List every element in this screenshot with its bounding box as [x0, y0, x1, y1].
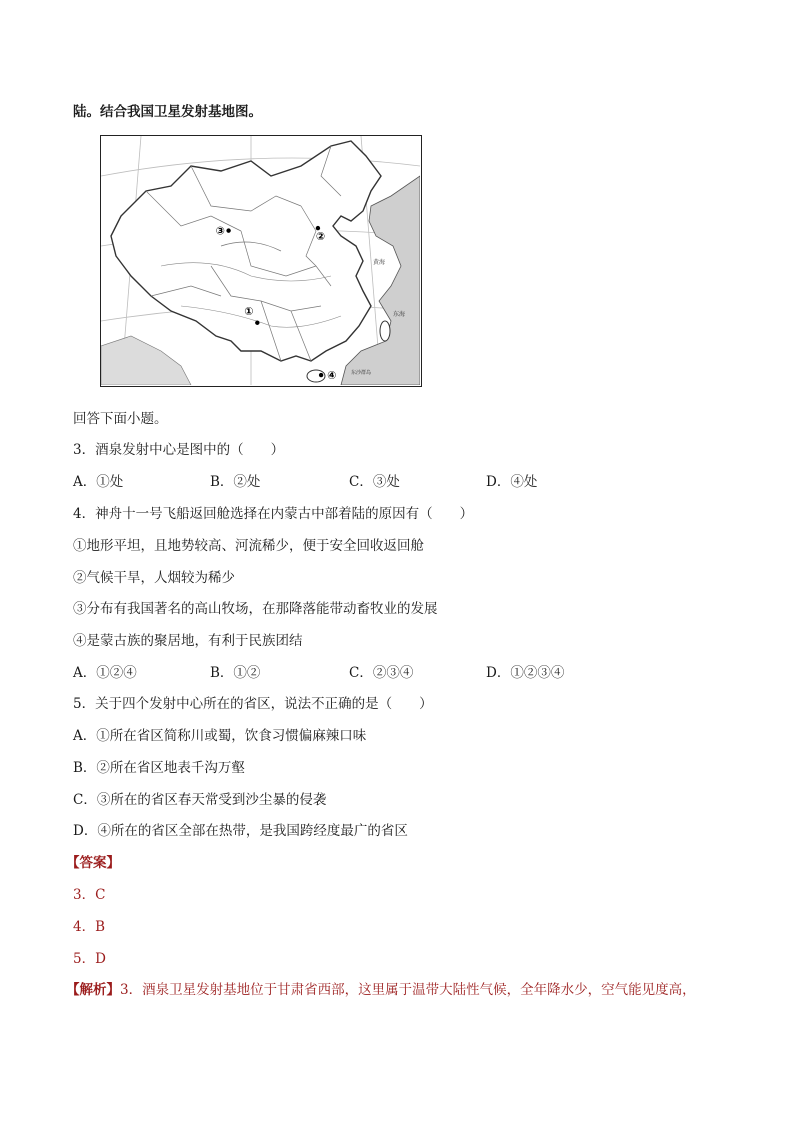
question-4-statement-2: ②气候干旱，人烟较为稀少	[73, 570, 235, 586]
question-4-stem: 4．神舟十一号飞船返回舱选择在内蒙古中部着陆的原因有（ ）	[73, 506, 474, 522]
question-5-choice-c[interactable]: C．③所在的省区春天常受到沙尘暴的侵袭	[73, 792, 327, 808]
option-d[interactable]: D．①②③④	[486, 665, 565, 681]
map-east-sea-label: 东海	[393, 311, 406, 318]
prompt-line: 回答下面小题。	[73, 411, 168, 427]
question-4-statement-3: ③分布有我国著名的高山牧场，在那降落能带动畜牧业的发展	[73, 601, 438, 617]
intro-line: 陆。结合我国卫星发射基地图。	[73, 104, 262, 120]
option-c[interactable]: C．③处	[349, 474, 400, 490]
launch-site-dot-4	[319, 373, 323, 377]
question-5-choice-b[interactable]: B．②所在省区地表千沟万壑	[73, 760, 245, 776]
question-3-options	[73, 473, 723, 491]
launch-site-label-3: ③	[215, 224, 225, 238]
question-4-statement-1: ①地形平坦，且地势较高、河流稀少，便于安全回收返回舱	[73, 538, 424, 554]
option-c[interactable]: C．②③④	[349, 665, 414, 681]
analysis-text: 3．酒泉卫星发射基地位于甘肃省西部，这里属于温带大陆性气候，全年降水少，空气能见度高，	[120, 982, 696, 998]
launch-site-dot-3	[226, 228, 230, 232]
option-b[interactable]: B．②处	[210, 474, 261, 490]
answer-heading: 【答案】	[66, 855, 120, 871]
question-3-stem: 3．酒泉发射中心是图中的（ ）	[73, 442, 285, 458]
question-5-choice-a[interactable]: A．①所在省区简称川或蜀，饮食习惯偏麻辣口味	[73, 728, 367, 744]
map-sea-label: 黄海	[373, 259, 386, 266]
answer-4: 4．B	[73, 919, 106, 935]
satellite-launch-base-map	[100, 135, 422, 387]
option-a[interactable]: A．①处	[73, 474, 124, 490]
launch-site-label-2: ②	[315, 230, 326, 244]
option-b[interactable]: B．①②	[210, 665, 261, 681]
launch-site-label-1: ①	[244, 304, 254, 318]
question-4-statement-4: ④是蒙古族的聚居地，有利于民族团结	[73, 633, 303, 649]
question-4-options	[73, 664, 723, 682]
launch-site-dot-1	[255, 321, 259, 325]
option-d[interactable]: D．④处	[486, 474, 538, 490]
analysis-heading: 【解析】	[66, 982, 120, 998]
answer-3: 3．C	[73, 887, 106, 903]
map-islands-label: 东沙群岛	[351, 370, 372, 376]
map-drawing	[101, 136, 420, 385]
answer-5: 5．D	[73, 951, 106, 967]
option-a[interactable]: A．①②④	[73, 665, 137, 681]
analysis-line	[66, 981, 696, 999]
question-5-choice-d[interactable]: D．④所在的省区全部在热带，是我国跨经度最广的省区	[73, 823, 408, 839]
question-5-stem: 5．关于四个发射中心所在的省区，说法不正确的是（ ）	[73, 696, 433, 712]
launch-site-label-4: ④	[327, 369, 337, 383]
